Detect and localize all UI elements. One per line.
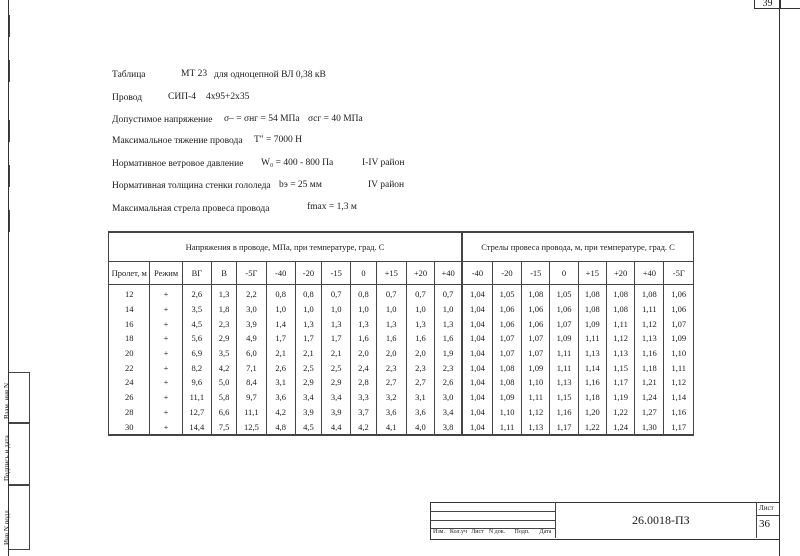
cell-sag: 1,15 <box>606 360 634 375</box>
table-row <box>109 375 694 390</box>
tb-col-kolvo: Кол.уч <box>449 529 468 535</box>
cell-sag: 1,12 <box>606 331 634 346</box>
sag-tension-table <box>108 231 694 436</box>
stamp-sign-date <box>3 422 30 486</box>
cell-stress: 0,8 <box>351 285 376 302</box>
cell-stress: 2,0 <box>351 346 376 361</box>
cell-mode: + <box>150 419 182 435</box>
cell-stress: 3,6 <box>376 405 406 420</box>
cell-stress: 1,0 <box>376 302 406 317</box>
cell-stress: 5,0 <box>212 375 237 390</box>
cell-sag: 1,11 <box>578 331 606 346</box>
cell-sag: 1,10 <box>522 375 550 390</box>
cell-stress: 4,5 <box>295 419 321 435</box>
cell-mode: + <box>150 285 182 302</box>
cell-sag: 1,09 <box>522 360 550 375</box>
cell-sag: 1,22 <box>606 405 634 420</box>
cell-span: 18 <box>109 331 150 346</box>
cell-sag: 1,18 <box>635 360 664 375</box>
ice-label: Нормативная толщина стенки гололеда <box>112 181 271 191</box>
table-body <box>109 285 694 435</box>
cell-sag: 1,11 <box>606 316 634 331</box>
cell-sag: 1,18 <box>578 390 606 405</box>
cell-span: 28 <box>109 405 150 420</box>
cell-stress: 1,0 <box>435 302 462 317</box>
cell-stress: 1,3 <box>435 316 462 331</box>
col-header-sag: +40 <box>635 262 664 285</box>
wire-spec: 4х95+2х35 <box>206 92 250 102</box>
col-header-mode: Режим <box>150 262 182 285</box>
col-header-stress: ВГ <box>182 262 211 285</box>
cell-stress: 12,7 <box>182 405 211 420</box>
cell-sag: 1,12 <box>522 405 550 420</box>
cell-sag: 1,12 <box>635 316 664 331</box>
tension-label: Максимальное тяжение провода <box>112 136 243 146</box>
cell-stress: 2,3 <box>406 360 434 375</box>
tension-value: Т" = 7000 Н <box>254 135 303 145</box>
cell-sag: 1,30 <box>635 419 664 435</box>
cell-mode: + <box>150 346 182 361</box>
cell-stress: 5,8 <box>212 390 237 405</box>
cell-sag: 1,06 <box>492 302 521 317</box>
cell-stress: 1,3 <box>376 316 406 331</box>
cell-stress: 3,4 <box>322 390 351 405</box>
corner-page-number: 39 <box>754 0 781 9</box>
cell-sag: 1,24 <box>635 390 664 405</box>
cell-stress: 3,1 <box>266 375 295 390</box>
cell-sag: 1,06 <box>664 302 694 317</box>
cell-sag: 1,07 <box>522 331 550 346</box>
cell-sag: 1,06 <box>492 316 521 331</box>
cell-stress: 11,1 <box>237 405 266 420</box>
tb-col-ndok: N док. <box>488 529 506 535</box>
table-row <box>109 405 694 420</box>
table-row <box>109 360 694 375</box>
stress-value-1: σ– = σнг = 54 МПа <box>224 114 300 124</box>
cell-stress: 5,6 <box>182 331 211 346</box>
margin-tick <box>9 60 10 82</box>
cell-stress: 4,5 <box>182 316 211 331</box>
cell-stress: 1,0 <box>295 302 321 317</box>
cell-stress: 1,3 <box>406 316 434 331</box>
cell-sag: 1,16 <box>664 405 694 420</box>
cell-sag: 1,06 <box>522 316 550 331</box>
sag-label: Максимальная стрела провеса провода <box>112 204 270 214</box>
cell-stress: 3,7 <box>351 405 376 420</box>
cell-stress: 2,6 <box>266 360 295 375</box>
cell-stress: 4,2 <box>351 419 376 435</box>
cell-sag: 1,08 <box>492 360 521 375</box>
cell-sag: 1,11 <box>550 346 578 361</box>
col-header-stress: В <box>212 262 237 285</box>
cell-stress: 9,7 <box>237 390 266 405</box>
cell-stress: 0,8 <box>266 285 295 302</box>
cell-sag: 1,22 <box>578 419 606 435</box>
cell-stress: 1,0 <box>351 302 376 317</box>
col-header-stress: -20 <box>295 262 321 285</box>
frame-right-line <box>779 0 780 556</box>
cell-sag: 1,15 <box>550 390 578 405</box>
cell-sag: 1,04 <box>462 316 492 331</box>
cell-span: 12 <box>109 285 150 302</box>
cell-mode: + <box>150 390 182 405</box>
cell-stress: 3,4 <box>435 405 462 420</box>
cell-stress: 3,4 <box>295 390 321 405</box>
title-block-divider <box>555 502 556 538</box>
wind-value: W₀ = 400 - 800 Па <box>261 158 334 168</box>
cell-stress: 3,9 <box>237 316 266 331</box>
cell-stress: 2,6 <box>435 375 462 390</box>
cell-sag: 1,11 <box>550 360 578 375</box>
cell-sag: 1,17 <box>664 419 694 435</box>
cell-stress: 7,1 <box>237 360 266 375</box>
cell-sag: 1,08 <box>578 302 606 317</box>
cell-stress: 0,8 <box>295 285 321 302</box>
cell-stress: 2,7 <box>406 375 434 390</box>
title-block-row-line <box>430 511 555 512</box>
cell-stress: 2,4 <box>351 360 376 375</box>
cell-stress: 1,0 <box>406 302 434 317</box>
table-row <box>109 390 694 405</box>
cell-sag: 1,07 <box>522 346 550 361</box>
ice-region: IV район <box>368 180 405 190</box>
col-header-stress: +15 <box>376 262 406 285</box>
cell-stress: 8,2 <box>182 360 211 375</box>
cell-mode: + <box>150 302 182 317</box>
cell-sag: 1,20 <box>578 405 606 420</box>
cell-stress: 1,7 <box>295 331 321 346</box>
cell-stress: 2,9 <box>212 331 237 346</box>
cell-mode: + <box>150 360 182 375</box>
wire-type: СИП-4 <box>168 92 196 102</box>
title-block-divider <box>756 515 779 516</box>
col-header-stress: +40 <box>435 262 462 285</box>
table-row <box>109 302 694 317</box>
cell-stress: 1,0 <box>322 302 351 317</box>
cell-stress: 2,1 <box>322 346 351 361</box>
cell-stress: 2,5 <box>322 360 351 375</box>
stamp-replace-inv-label: Взам. инв N <box>3 382 11 419</box>
cell-sag: 1,16 <box>550 405 578 420</box>
cell-sag: 1,11 <box>635 302 664 317</box>
title-block-row-line <box>430 520 555 521</box>
cell-sag: 1,06 <box>522 302 550 317</box>
cell-stress: 0,7 <box>376 285 406 302</box>
cell-stress: 1,7 <box>322 331 351 346</box>
cell-stress: 4,8 <box>266 419 295 435</box>
cell-stress: 2,0 <box>376 346 406 361</box>
cell-sag: 1,24 <box>606 419 634 435</box>
stamp-sign-date-label: Подпись и дата <box>3 435 11 481</box>
cell-sag: 1,11 <box>492 419 521 435</box>
col-header-sag: -20 <box>492 262 521 285</box>
margin-tick <box>9 210 10 232</box>
cell-stress: 2,6 <box>182 285 211 302</box>
cell-sag: 1,08 <box>522 285 550 302</box>
cell-sag: 1,11 <box>664 360 694 375</box>
group-header-stress: Напряжения в проводе, МПа, при температуре, град. С <box>109 232 463 262</box>
cell-stress: 1,4 <box>266 316 295 331</box>
cell-stress: 3,1 <box>406 390 434 405</box>
wind-label: Нормативное ветровое давление <box>112 159 244 169</box>
cell-stress: 4,0 <box>406 419 434 435</box>
title-block-divider <box>756 502 757 538</box>
cell-sag: 1,11 <box>522 390 550 405</box>
cell-sag: 1,19 <box>606 390 634 405</box>
cell-sag: 1,07 <box>492 331 521 346</box>
col-header-stress: -5Г <box>237 262 266 285</box>
cell-stress: 7,5 <box>212 419 237 435</box>
cell-sag: 1,04 <box>462 405 492 420</box>
cell-sag: 1,14 <box>664 390 694 405</box>
table-row <box>109 285 694 302</box>
stamp-inv-no <box>3 484 30 550</box>
table-label: Таблица <box>112 70 146 80</box>
cell-sag: 1,06 <box>664 285 694 302</box>
cell-sag: 1,08 <box>578 285 606 302</box>
cell-span: 24 <box>109 375 150 390</box>
cell-stress: 6,0 <box>237 346 266 361</box>
col-header-stress: -40 <box>266 262 295 285</box>
tb-col-data: Дата <box>539 529 552 535</box>
cell-sag: 1,04 <box>462 375 492 390</box>
cell-sag: 1,04 <box>462 346 492 361</box>
cell-sag: 1,17 <box>606 375 634 390</box>
cell-sag: 1,10 <box>664 346 694 361</box>
cell-stress: 2,7 <box>376 375 406 390</box>
wire-label: Провод <box>112 93 143 103</box>
tb-col-izm: Изм. <box>433 529 445 535</box>
cell-stress: 2,3 <box>376 360 406 375</box>
cell-span: 22 <box>109 360 150 375</box>
sag-value: fmax = 1,3 м <box>307 202 357 212</box>
cell-sag: 1,04 <box>462 419 492 435</box>
cell-stress: 2,1 <box>295 346 321 361</box>
cell-stress: 1,9 <box>435 346 462 361</box>
table-row <box>109 316 694 331</box>
cell-sag: 1,13 <box>635 331 664 346</box>
col-header-span: Пролет, м <box>109 262 150 285</box>
cell-stress: 3,5 <box>182 302 211 317</box>
cell-stress: 1,7 <box>266 331 295 346</box>
col-header-sag: +20 <box>606 262 634 285</box>
cell-span: 14 <box>109 302 150 317</box>
stamp-inv-no-label: Инв.N подл. <box>3 508 11 545</box>
cell-span: 30 <box>109 419 150 435</box>
cell-stress: 1,3 <box>212 285 237 302</box>
wind-region: I-IV район <box>362 158 405 168</box>
cell-sag: 1,04 <box>462 390 492 405</box>
cell-stress: 9,6 <box>182 375 211 390</box>
col-header-stress: -15 <box>322 262 351 285</box>
col-header-stress: +20 <box>406 262 434 285</box>
cell-stress: 3,5 <box>212 346 237 361</box>
cell-sag: 1,08 <box>606 302 634 317</box>
cell-stress: 0,7 <box>435 285 462 302</box>
cell-sag: 1,12 <box>664 375 694 390</box>
ice-value: bэ = 25 мм <box>279 180 322 190</box>
cell-stress: 2,1 <box>266 346 295 361</box>
cell-stress: 14,4 <box>182 419 211 435</box>
cell-stress: 11,1 <box>182 390 211 405</box>
cell-stress: 3,3 <box>351 390 376 405</box>
cell-stress: 1,3 <box>322 316 351 331</box>
col-header-sag: +15 <box>578 262 606 285</box>
cell-stress: 1,6 <box>376 331 406 346</box>
cell-stress: 2,8 <box>351 375 376 390</box>
cell-stress: 3,6 <box>266 390 295 405</box>
cell-stress: 4,2 <box>212 360 237 375</box>
col-header-sag: -15 <box>522 262 550 285</box>
cell-stress: 1,6 <box>351 331 376 346</box>
cell-stress: 3,6 <box>406 405 434 420</box>
cell-sag: 1,07 <box>664 316 694 331</box>
margin-tick <box>9 120 10 142</box>
table-row <box>109 346 694 361</box>
cell-sag: 1,09 <box>664 331 694 346</box>
cell-sag: 1,04 <box>462 360 492 375</box>
cell-stress: 6,9 <box>182 346 211 361</box>
cell-stress: 1,3 <box>351 316 376 331</box>
cell-stress: 2,3 <box>435 360 462 375</box>
tb-col-list: Лист <box>471 529 484 535</box>
cell-sag: 1,09 <box>492 390 521 405</box>
frame-top-line <box>779 8 800 9</box>
cell-stress: 1,6 <box>435 331 462 346</box>
cell-stress: 1,0 <box>266 302 295 317</box>
stamp-replace-inv <box>3 372 30 424</box>
cell-stress: 0,7 <box>322 285 351 302</box>
cell-stress: 3,2 <box>376 390 406 405</box>
cell-sag: 1,09 <box>578 316 606 331</box>
cell-stress: 2,9 <box>322 375 351 390</box>
cell-mode: + <box>150 316 182 331</box>
cell-stress: 12,5 <box>237 419 266 435</box>
cell-stress: 3,9 <box>322 405 351 420</box>
col-header-sag: -40 <box>462 262 492 285</box>
cell-mode: + <box>150 375 182 390</box>
table-row <box>109 331 694 346</box>
cell-sag: 1,06 <box>550 302 578 317</box>
cell-sag: 1,04 <box>462 331 492 346</box>
col-header-stress: 0 <box>351 262 376 285</box>
cell-sag: 1,13 <box>578 346 606 361</box>
table-row <box>109 419 694 435</box>
cell-sag: 1,08 <box>635 285 664 302</box>
cell-stress: 1,8 <box>212 302 237 317</box>
cell-sag: 1,13 <box>550 375 578 390</box>
col-header-sag: 0 <box>550 262 578 285</box>
cell-sag: 1,05 <box>492 285 521 302</box>
table-description: для одноцепной ВЛ 0,38 кВ <box>214 70 326 80</box>
cell-stress: 0,7 <box>406 285 434 302</box>
cell-mode: + <box>150 405 182 420</box>
cell-stress: 6,6 <box>212 405 237 420</box>
stress-value-2: σсг = 40 МПа <box>308 114 363 124</box>
cell-sag: 1,08 <box>606 285 634 302</box>
col-header-sag: -5Г <box>664 262 694 285</box>
cell-mode: + <box>150 331 182 346</box>
cell-sag: 1,05 <box>550 285 578 302</box>
cell-span: 26 <box>109 390 150 405</box>
cell-sag: 1,07 <box>492 346 521 361</box>
sheet-label: Лист <box>759 504 774 512</box>
tb-col-podp: Подп. <box>514 529 530 535</box>
cell-sag: 1,08 <box>492 375 521 390</box>
cell-stress: 8,4 <box>237 375 266 390</box>
cell-sag: 1,21 <box>635 375 664 390</box>
margin-tick <box>9 165 10 187</box>
cell-sag: 1,16 <box>578 375 606 390</box>
cell-stress: 1,3 <box>295 316 321 331</box>
cell-sag: 1,04 <box>462 285 492 302</box>
cell-stress: 4,4 <box>322 419 351 435</box>
cell-stress: 2,2 <box>237 285 266 302</box>
cell-sag: 1,17 <box>550 419 578 435</box>
stress-label: Допустимое напряжение <box>112 115 213 125</box>
cell-sag: 1,14 <box>578 360 606 375</box>
group-header-sag: Стрелы провеса провода, м, при температуре, град. С <box>462 232 693 262</box>
cell-stress: 4,1 <box>376 419 406 435</box>
table-id: МТ 23 <box>181 69 208 79</box>
cell-sag: 1,27 <box>635 405 664 420</box>
cell-stress: 2,9 <box>295 375 321 390</box>
cell-stress: 3,9 <box>295 405 321 420</box>
cell-stress: 1,6 <box>406 331 434 346</box>
cell-sag: 1,13 <box>606 346 634 361</box>
cell-stress: 3,0 <box>435 390 462 405</box>
margin-tick <box>9 15 10 37</box>
cell-stress: 4,2 <box>266 405 295 420</box>
cell-stress: 2,3 <box>212 316 237 331</box>
cell-stress: 3,8 <box>435 419 462 435</box>
cell-sag: 1,04 <box>462 302 492 317</box>
sheet-number: 36 <box>759 518 770 530</box>
cell-sag: 1,13 <box>522 419 550 435</box>
cell-stress: 3,0 <box>237 302 266 317</box>
cell-stress: 2,5 <box>295 360 321 375</box>
cell-sag: 1,07 <box>550 316 578 331</box>
cell-sag: 1,16 <box>635 346 664 361</box>
document-code: 26.0018-ПЗ <box>632 513 690 527</box>
cell-stress: 2,0 <box>406 346 434 361</box>
cell-span: 16 <box>109 316 150 331</box>
cell-sag: 1,10 <box>492 405 521 420</box>
cell-span: 20 <box>109 346 150 361</box>
cell-stress: 4,9 <box>237 331 266 346</box>
cell-sag: 1,09 <box>550 331 578 346</box>
